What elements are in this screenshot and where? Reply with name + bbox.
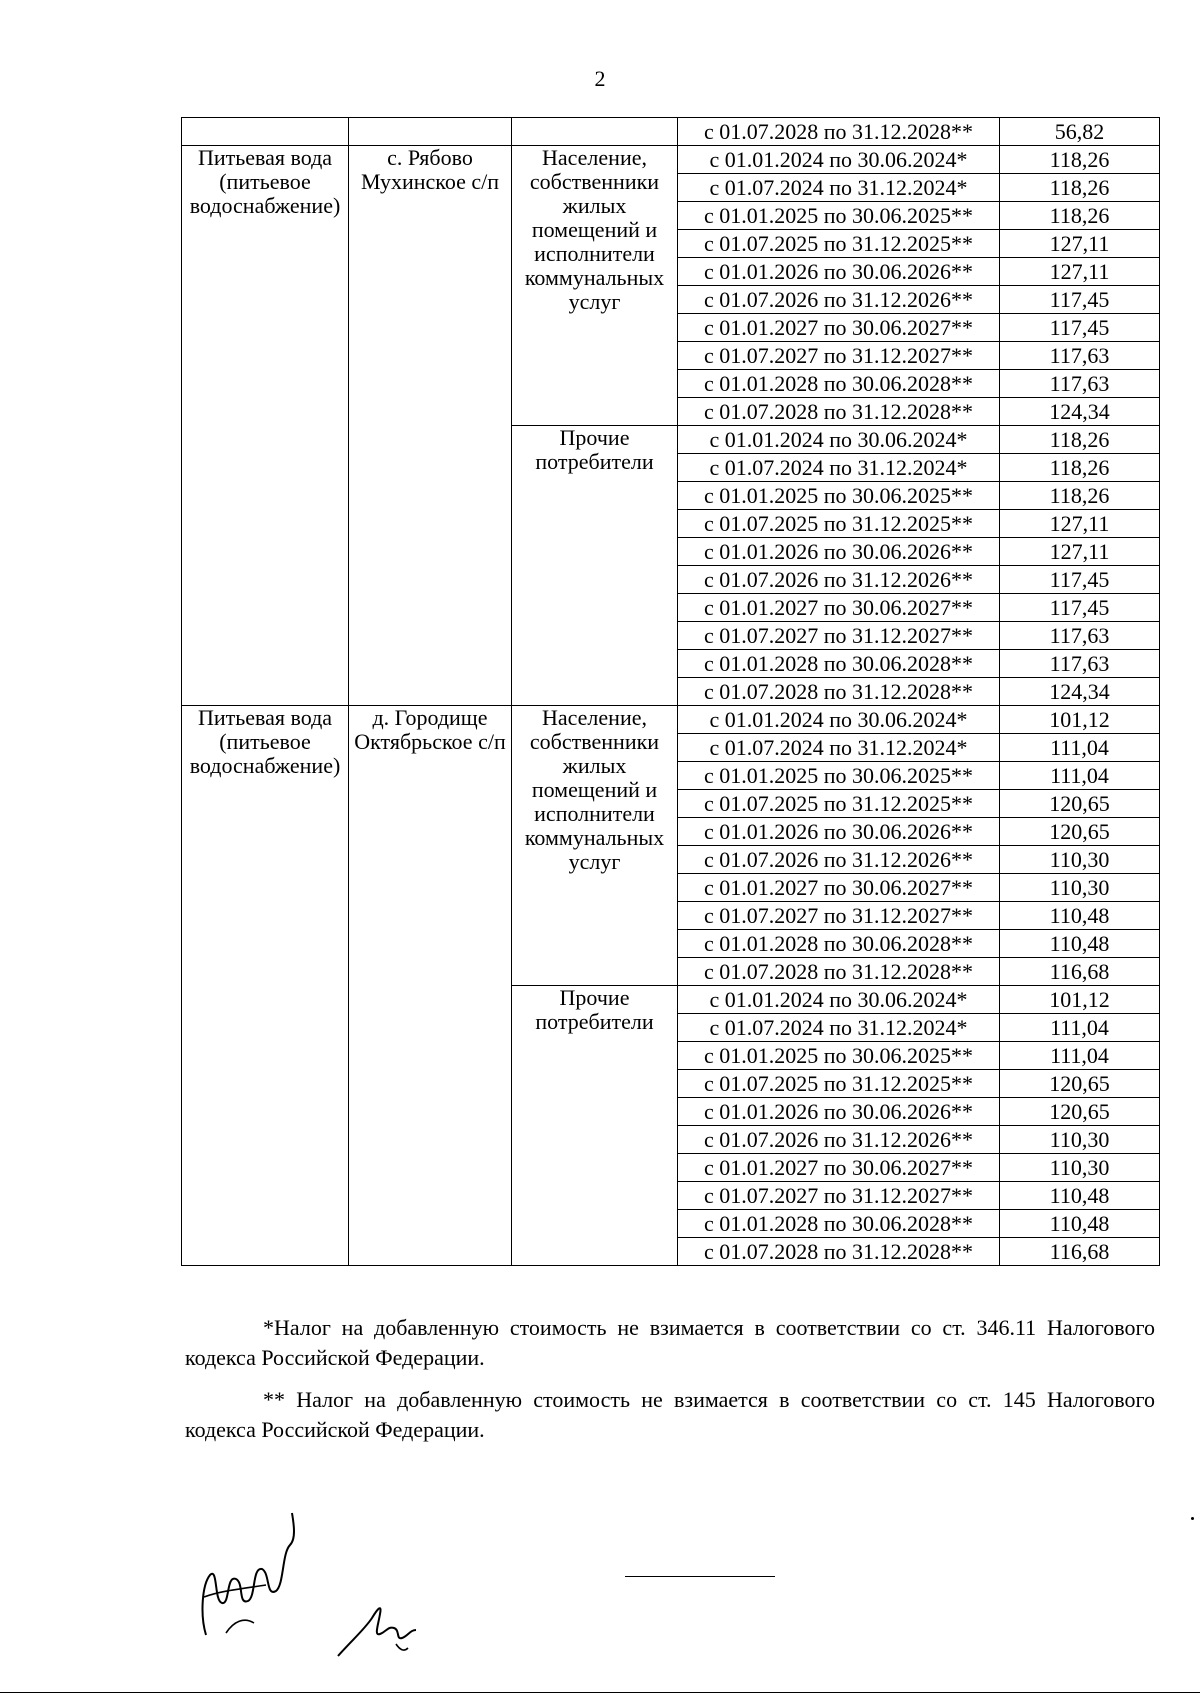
bottom-rule: [0, 1692, 1200, 1693]
empty-cell: [512, 118, 678, 146]
price-cell: 118,26: [1000, 174, 1160, 202]
resource-cell: Питьевая вода (питьевое водоснабжение): [182, 146, 349, 706]
price-cell: 110,48: [1000, 1210, 1160, 1238]
period-cell: с 01.07.2025 по 31.12.2025**: [678, 510, 1000, 538]
period-cell: с 01.07.2026 по 31.12.2026**: [678, 566, 1000, 594]
price-cell: 110,30: [1000, 874, 1160, 902]
period-cell: с 01.07.2027 по 31.12.2027**: [678, 342, 1000, 370]
period-cell: с 01.07.2028 по 31.12.2028**: [678, 678, 1000, 706]
price-cell: 111,04: [1000, 734, 1160, 762]
period-cell: с 01.01.2025 по 30.06.2025**: [678, 202, 1000, 230]
period-cell: с 01.01.2026 по 30.06.2026**: [678, 258, 1000, 286]
empty-cell: [182, 118, 349, 146]
period-cell: с 01.01.2028 по 30.06.2028**: [678, 370, 1000, 398]
price-cell: 111,04: [1000, 762, 1160, 790]
period-cell: с 01.01.2027 по 30.06.2027**: [678, 1154, 1000, 1182]
footnote-vat-346: *Налог на добавленную стоимость не взимается в соответствии со ст. 346.11 Налогового кодекса Российской Федерации.: [185, 1315, 1155, 1370]
price-cell: 118,26: [1000, 454, 1160, 482]
consumer-group-cell: Население, собственники жилых помещений и исполнители коммунальных услуг: [512, 706, 678, 986]
price-cell: 120,65: [1000, 1098, 1160, 1126]
empty-cell: [349, 118, 512, 146]
footnotes: [185, 1313, 1155, 1457]
price-cell: 118,26: [1000, 426, 1160, 454]
continuation-row: [182, 118, 1160, 146]
price-cell: 118,26: [1000, 482, 1160, 510]
price-cell: 127,11: [1000, 230, 1160, 258]
price-cell: 110,30: [1000, 1126, 1160, 1154]
period-cell: с 01.07.2027 по 31.12.2027**: [678, 902, 1000, 930]
price-cell: 110,48: [1000, 1182, 1160, 1210]
locality-cell: д. Городище Октябрьское с/п: [349, 706, 512, 1266]
period-cell: с 01.07.2028 по 31.12.2028**: [678, 958, 1000, 986]
price-cell: 111,04: [1000, 1042, 1160, 1070]
period-cell: с 01.07.2027 по 31.12.2027**: [678, 1182, 1000, 1210]
price-cell: 110,30: [1000, 1154, 1160, 1182]
consumer-group-cell: Прочие потребители: [512, 986, 678, 1266]
period-cell: с 01.07.2024 по 31.12.2024*: [678, 1014, 1000, 1042]
tariff-table: [181, 117, 1160, 1266]
price-cell: 127,11: [1000, 510, 1160, 538]
period-cell: с 01.01.2025 по 30.06.2025**: [678, 762, 1000, 790]
tariff-row: [182, 146, 1160, 174]
period-cell: с 01.01.2026 по 30.06.2026**: [678, 818, 1000, 846]
signature-1-image: [196, 1505, 306, 1645]
price-cell: 117,63: [1000, 650, 1160, 678]
price-cell: 120,65: [1000, 790, 1160, 818]
period-cell: с 01.01.2025 по 30.06.2025**: [678, 1042, 1000, 1070]
tariff-row: [182, 706, 1160, 734]
price-cell: 116,68: [1000, 958, 1160, 986]
period-cell: с 01.07.2028 по 31.12.2028**: [678, 118, 1000, 146]
tariff-table-body: [182, 118, 1160, 1266]
period-cell: с 01.01.2028 по 30.06.2028**: [678, 1210, 1000, 1238]
period-cell: с 01.07.2024 по 31.12.2024*: [678, 454, 1000, 482]
signature-2-image: [334, 1600, 424, 1660]
consumer-group-cell: Население, собственники жилых помещений и исполнители коммунальных услуг: [512, 146, 678, 426]
period-cell: с 01.07.2026 по 31.12.2026**: [678, 286, 1000, 314]
period-cell: с 01.07.2026 по 31.12.2026**: [678, 846, 1000, 874]
price-cell: 110,48: [1000, 930, 1160, 958]
period-cell: с 01.07.2027 по 31.12.2027**: [678, 622, 1000, 650]
footnote-vat-145: ** Налог на добавленную стоимость не взимается в соответствии со ст. 145 Налогового кодекса Российской Федерации.: [185, 1387, 1155, 1442]
price-cell: 124,34: [1000, 398, 1160, 426]
period-cell: с 01.01.2025 по 30.06.2025**: [678, 482, 1000, 510]
period-cell: с 01.07.2024 по 31.12.2024*: [678, 174, 1000, 202]
price-cell: 101,12: [1000, 706, 1160, 734]
price-cell: 127,11: [1000, 258, 1160, 286]
period-cell: с 01.07.2028 по 31.12.2028**: [678, 1238, 1000, 1266]
price-cell: 117,45: [1000, 566, 1160, 594]
price-cell: 117,45: [1000, 594, 1160, 622]
price-cell: 116,68: [1000, 1238, 1160, 1266]
locality-cell: с. Рябово Мухинское с/п: [349, 146, 512, 706]
price-cell: 110,48: [1000, 902, 1160, 930]
page-number: 2: [594, 66, 606, 91]
price-cell: 117,45: [1000, 314, 1160, 342]
period-cell: с 01.07.2024 по 31.12.2024*: [678, 734, 1000, 762]
period-cell: с 01.01.2028 по 30.06.2028**: [678, 650, 1000, 678]
price-cell: 117,63: [1000, 622, 1160, 650]
price-cell: 118,26: [1000, 202, 1160, 230]
period-cell: с 01.01.2024 по 30.06.2024*: [678, 986, 1000, 1014]
consumer-group-cell: Прочие потребители: [512, 426, 678, 706]
period-cell: с 01.01.2024 по 30.06.2024*: [678, 146, 1000, 174]
price-cell: 117,45: [1000, 286, 1160, 314]
period-cell: с 01.07.2025 по 31.12.2025**: [678, 1070, 1000, 1098]
price-cell: 111,04: [1000, 1014, 1160, 1042]
signature-line: [625, 1576, 775, 1577]
price-cell: 120,65: [1000, 1070, 1160, 1098]
period-cell: с 01.01.2026 по 30.06.2026**: [678, 538, 1000, 566]
period-cell: с 01.01.2024 по 30.06.2024*: [678, 706, 1000, 734]
period-cell: с 01.01.2027 по 30.06.2027**: [678, 314, 1000, 342]
period-cell: с 01.01.2028 по 30.06.2028**: [678, 930, 1000, 958]
price-cell: 101,12: [1000, 986, 1160, 1014]
price-cell: 110,30: [1000, 846, 1160, 874]
period-cell: с 01.01.2027 по 30.06.2027**: [678, 594, 1000, 622]
price-cell: 117,63: [1000, 370, 1160, 398]
resource-cell: Питьевая вода (питьевое водоснабжение): [182, 706, 349, 1266]
period-cell: с 01.01.2027 по 30.06.2027**: [678, 874, 1000, 902]
price-cell: 120,65: [1000, 818, 1160, 846]
period-cell: с 01.01.2026 по 30.06.2026**: [678, 1098, 1000, 1126]
price-cell: 124,34: [1000, 678, 1160, 706]
price-cell: 118,26: [1000, 146, 1160, 174]
period-cell: с 01.07.2028 по 31.12.2028**: [678, 398, 1000, 426]
period-cell: с 01.07.2025 по 31.12.2025**: [678, 790, 1000, 818]
price-cell: 117,63: [1000, 342, 1160, 370]
scan-speck: [1191, 1517, 1194, 1520]
period-cell: с 01.07.2025 по 31.12.2025**: [678, 230, 1000, 258]
price-cell: 56,82: [1000, 118, 1160, 146]
period-cell: с 01.01.2024 по 30.06.2024*: [678, 426, 1000, 454]
price-cell: 127,11: [1000, 538, 1160, 566]
period-cell: с 01.07.2026 по 31.12.2026**: [678, 1126, 1000, 1154]
